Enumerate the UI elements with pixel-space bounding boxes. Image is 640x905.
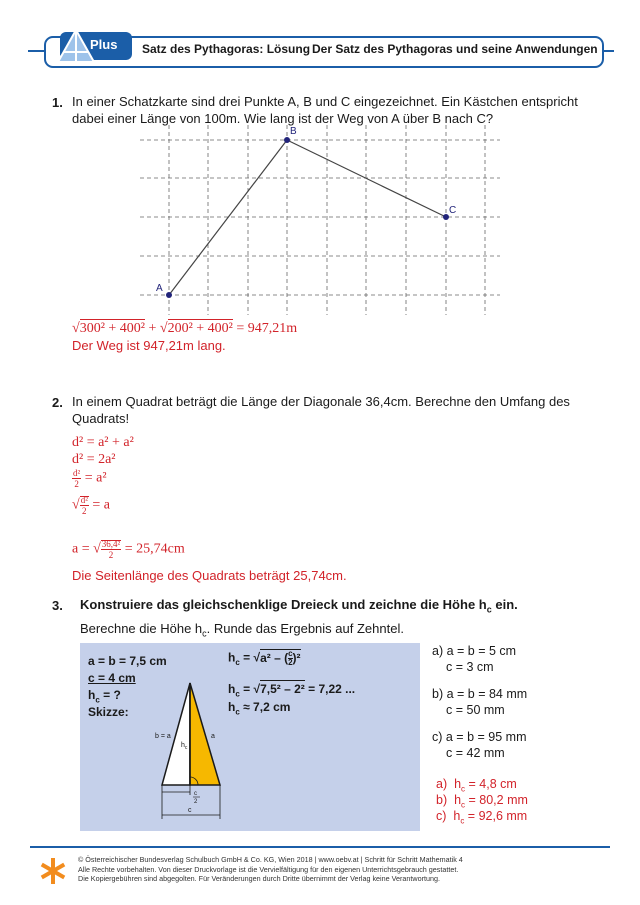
- task2-eq4: √ $\frac{\text{d²}}{2}$ = a: [72, 495, 110, 516]
- calc1-symbol: h: [228, 650, 236, 665]
- calc-step2: $h_c = √7,5^2 - 2^2 = 7,22$ ...: [228, 682, 356, 699]
- calc3-result: ≈ 7,2 cm: [243, 700, 291, 714]
- task2-question-line1: In einem Quadrat beträgt die Länge der Diagonale 36,4cm. Berechne den Umfang des: [72, 394, 570, 409]
- segment-ab: [169, 140, 287, 295]
- calc1-sub: c: [235, 658, 240, 668]
- calc2-sub: c: [235, 689, 240, 699]
- segment-bc: [287, 140, 446, 217]
- task2-eq5: a = √ $\frac{\text{36,4²}}{2}$ = 25,74cm: [72, 539, 185, 560]
- task3-question-end: ein.: [491, 597, 518, 612]
- task1-answer: Der Weg ist 947,21m lang.: [72, 338, 226, 353]
- answer-b-sub: c: [461, 800, 466, 810]
- task2-question: [72, 393, 592, 427]
- calc-step1: $h_c = √a^2$ – ( $\frac{c}{2}$ )²: [228, 649, 301, 668]
- option-c-line1: c) a = b = 95 mm: [432, 730, 527, 744]
- given-hc: [88, 688, 121, 704]
- option-a: [432, 643, 516, 675]
- task3-number: 3.: [52, 598, 63, 613]
- label-b-equals-a: b = a: [155, 733, 171, 740]
- calc3-symbol: h: [228, 700, 236, 714]
- point-b: [284, 137, 290, 143]
- label-a: a: [211, 733, 215, 740]
- answer-a-sub: c: [461, 784, 466, 794]
- task3-instruction-end: . Runde das Ergebnis auf Zehntel.: [206, 621, 404, 636]
- footer-line2: Alle Rechte vorbehalten. Von dieser Druckvorlage ist die Vervielfältigung für den eigenen Unterrichtsgebrauch gestattet.: [78, 864, 459, 874]
- plus-label: Plus: [90, 37, 118, 52]
- answer-a-value: = 4,8 cm: [465, 777, 517, 791]
- given-c: c = 4 cm: [88, 671, 136, 685]
- answer-c: [436, 808, 527, 830]
- answer-a-symbol: h: [454, 777, 462, 791]
- option-a-line1: a) a = b = 5 cm: [432, 644, 517, 658]
- answer-c-value: = 92,6 mm: [464, 809, 528, 823]
- task3-instruction: [80, 621, 404, 639]
- oebv-logo-icon: [38, 856, 68, 886]
- label-c: c: [188, 807, 192, 814]
- answer-b-symbol: h: [454, 793, 462, 807]
- task2-eq2: d² = 2a²: [72, 452, 116, 467]
- task1-question: [72, 93, 592, 127]
- task2-number: 2.: [52, 395, 63, 410]
- calc2-result: = 7,22 ...: [308, 682, 356, 696]
- footer-line3: Die Kopiergebühren sind abgegolten. Für Veränderungen durch Dritte übernimmt der Verlag keine Verantwortung.: [78, 874, 440, 883]
- task3-question-main: Konstruiere das gleichschenklige Dreieck und zeichne die Höhe h: [80, 597, 487, 612]
- label-c-half-den: 2: [194, 799, 198, 805]
- given-hc-symbol: h: [88, 688, 96, 702]
- task3-question-sub: c: [486, 604, 492, 615]
- isosceles-triangle-sketch: [150, 675, 240, 823]
- option-b: [432, 686, 527, 718]
- task3-instruction-main: Berechne die Höhe h: [80, 621, 203, 636]
- task1-number: 1.: [52, 95, 63, 110]
- calc1-frac-num: c: [288, 649, 293, 658]
- given-ab: a = b = 7,5 cm: [88, 654, 167, 668]
- calc2-symbol: h: [228, 682, 236, 696]
- answer-c-symbol: h: [453, 809, 461, 823]
- option-b-line1: b) a = b = 84 mm: [432, 687, 528, 701]
- footer-line1: © Österreichischer Bundesverlag Schulbuch GmbH & Co. KG, Wien 2018 | www.oebv.at | Schritt für Schritt Mathematik 4: [78, 855, 463, 864]
- task3-instruction-sub: c: [202, 628, 207, 639]
- task2-eq3: $\frac{\text{d²}}{2}$ = a²: [73, 468, 107, 489]
- answer-c-prefix: c): [436, 809, 447, 823]
- label-c-half-num: c: [194, 791, 197, 797]
- task1-question-line2: dabei einer Länge von 100m. Wie lang ist der Weg von A über B nach C?: [72, 111, 494, 126]
- task3-question: [80, 597, 518, 615]
- task1-question-line1: In einer Schatzkarte sind drei Punkte A, B und C eingezeichnet. Ein Kästchen entspricht: [72, 94, 578, 109]
- task2-eq5-result: = 25,74cm: [124, 541, 185, 557]
- footer-rule: [30, 846, 610, 848]
- skizze-label: Skizze:: [88, 705, 129, 719]
- point-a-label: A: [156, 283, 163, 294]
- triangle-right-half: [190, 683, 220, 785]
- calc3-sub: c: [235, 707, 240, 717]
- task2-question-line2: Quadrats!: [72, 411, 130, 426]
- point-a: [166, 292, 172, 298]
- answer-a-prefix: a): [436, 777, 448, 791]
- task1-formula: √300² + 400² + √200² + 400² = 947,21m: [72, 321, 298, 336]
- given-hc-sub: c: [95, 695, 100, 705]
- answer-c-sub: c: [460, 816, 465, 826]
- footer-copyright: [78, 855, 598, 884]
- task2-answer: Die Seitenlänge des Quadrats beträgt 25,74cm.: [72, 568, 347, 583]
- answer-b-prefix: b): [436, 793, 448, 807]
- treasure-map-grid: [140, 125, 500, 315]
- given-hc-end: = ?: [99, 688, 121, 702]
- answer-b-value: = 80,2 mm: [465, 793, 528, 807]
- option-a-line2: c = 3 cm: [446, 660, 494, 674]
- point-c-label: C: [449, 205, 457, 216]
- option-c: [432, 729, 526, 761]
- label-hc: $h_c$: [181, 742, 188, 751]
- option-b-line2: c = 50 mm: [446, 703, 505, 717]
- task1-formula-result: = 947,21m: [236, 321, 298, 336]
- point-b-label: B: [290, 126, 297, 137]
- page-subtitle: Der Satz des Pythagoras und seine Anwendungen: [312, 42, 598, 56]
- page-title: Satz des Pythagoras: Lösung: [142, 42, 311, 56]
- task2-eq1: d² = a² + a²: [72, 435, 134, 450]
- option-c-line2: c = 42 mm: [446, 746, 505, 760]
